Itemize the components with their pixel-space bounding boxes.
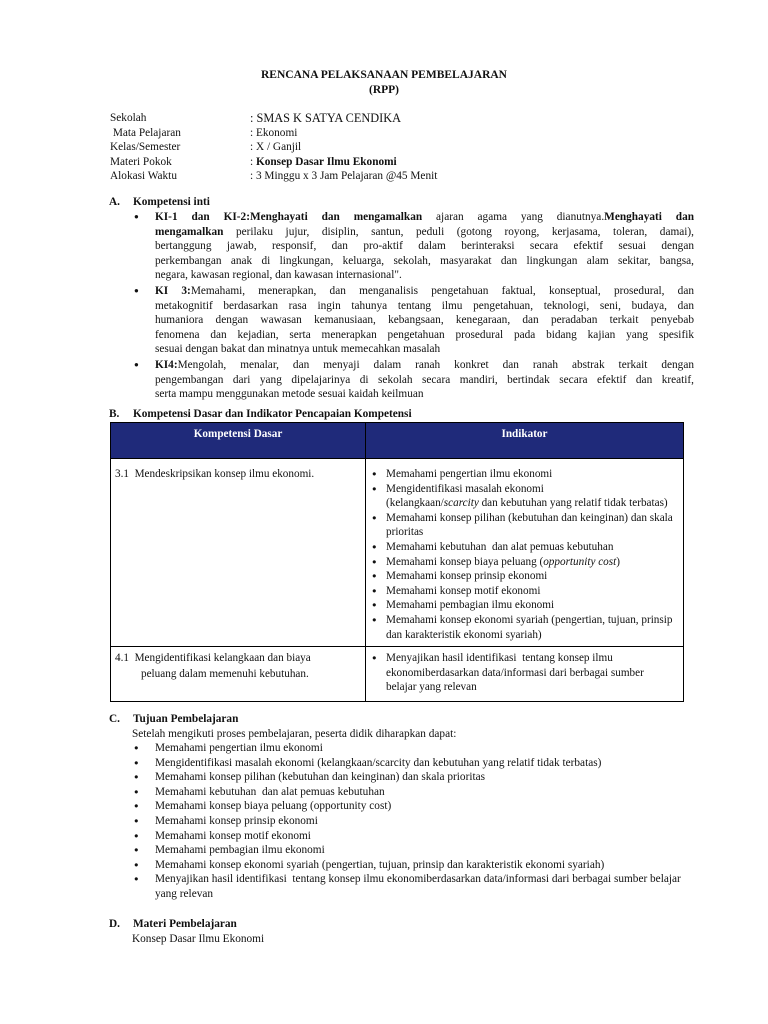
kd-cell [111,459,366,647]
ki1-bold: mengamalkan [155,225,224,238]
tujuan-list [132,741,692,902]
table-row [111,459,684,647]
list-item: ● Memahami konsep biaya peluang (opportunity cost) [132,799,692,814]
list-item: ● Memahami konsep pilihan (kebutuhan dan keinginan) dan skala prioritas [370,511,675,540]
identity-value: : SMAS K SATYA CENDIKA [250,111,402,125]
identity-label: Materi Pokok [110,155,172,168]
identity-label: Alokasi Waktu [110,170,177,183]
kd-text: 3.1 Mendeskripsikan konsep ilmu ekonomi. [115,468,315,480]
indicator-list [370,651,671,695]
kd-cell [111,647,366,702]
ki-line: metakognitif berdasarkan rasa ingin tahunya tentang ilmu pengetahuan, teknologi, seni, budaya, dan [155,299,694,312]
identity-label: Kelas/Semester [110,141,181,154]
ki1-text: perilaku jujur, disiplin, santun, peduli (gotong royong, kerjasama, toleran, damai), [223,225,694,238]
list-item: ● Memahami pengertian ilmu ekonomi [370,467,675,482]
identity-prefix: : [250,155,256,168]
ki3-label: KI 3: [155,284,191,297]
ki1-text: ajaran agama yang dianutnya. [422,211,605,223]
identity-row [110,169,437,184]
document-title: RENCANA PELAKSANAAN PEMBELAJARAN [261,69,507,81]
ki-line: serta mampu menggunakan metode sesuai kaidah keilmuan [155,388,424,401]
ki-item-4 [132,358,694,402]
indicator-italic: opportunity cost [543,555,617,568]
identity-value: : Ekonomi [250,126,298,139]
table-row [111,647,684,702]
identity-value [250,155,397,170]
identity-row [110,140,437,155]
indicator-cell [366,459,684,647]
ki-item-3 [132,284,694,357]
list-item: ● Memahami pembagian ilmu ekonomi [370,598,675,613]
table-header-row [111,423,684,459]
section-letter: C. [109,713,120,725]
identity-row [110,111,437,126]
materi-content: Konsep Dasar Ilmu Ekonomi [132,933,265,945]
list-item: ● Memahami konsep prinsip ekonomi [370,569,675,584]
section-d-heading [109,917,237,932]
section-c-heading [109,712,238,727]
list-item: ● Menyajikan hasil identifikasi tentang konsep ilmu ekonomiberdasarkan data/informasi dari berbagai sumber belajar yang relevan [370,651,671,695]
ki-line: humaniora dengan wawasan kemanusiaan, kebangsaan, kenegaraan, dan peradaban terkait penyebab [155,314,694,327]
ki4-text: Mengolah, menalar, dan menyaji dalam ranah konkret dan ranah abstrak terkait dengan [177,358,694,371]
indicator-text: Mengidentifikasi masalah ekonomi [386,482,544,495]
ki4-label: KI4: [155,358,178,371]
section-title: Tujuan Pembelajaran [133,713,239,725]
tujuan-intro: Setelah mengikuti proses pembelajaran, peserta didik diharapkan dapat: [132,728,457,740]
section-letter: D. [109,918,120,930]
ki-line: pengembangan dari yang dipelajarinya di sekolah secara mandiri, bertindak secara efektif dan kreatif, [155,373,694,386]
list-item: ● Memahami konsep pilihan (kebutuhan dan keinginan) dan skala prioritas [132,770,692,785]
ki-line: negara, kawasan regional, dan kawasan internasional". [155,269,402,282]
identity-value: : 3 Minggu x 3 Jam Pelajaran @45 Menit [250,170,438,183]
ki1-label: KI-1 dan KI-2:Menghayati dan mengamalkan [155,211,423,223]
section-title: Materi Pembelajaran [133,918,237,930]
indicator-cell [366,647,684,702]
kd-indicator-table [110,422,684,702]
list-item: ● Menyajikan hasil identifikasi tentang konsep ilmu ekonomiberdasarkan data/informasi dari berbagai sumber belajar yang relevan [132,872,692,901]
ki-line: perkembangan anak di lingkungan, keluarga, sekolah, masyarakat dan lingkungan alam sekitar, bangsa, [155,254,694,267]
list-item [370,482,675,511]
section-a-heading [109,195,210,210]
ki3-text: Memahami, menerapkan, dan menganalisis pengetahuan faktual, konseptual, prosedural, dan [190,284,694,297]
ki-line: fenomena dan kejadian, serta menerapkan pengetahuan prosedural pada bidang kajian yang spesifik [155,328,694,341]
list-item: ● Memahami konsep motif ekonomi [370,584,675,599]
identity-row [110,126,437,141]
indicator-text: (kelangkaan/ [386,497,444,510]
identity-block [110,111,437,184]
materi-pokok-value: Konsep Dasar Ilmu Ekonomi [255,155,397,168]
section-title: Kompetensi Dasar dan Indikator Pencapaian Kompetensi [133,408,412,420]
identity-label: Mata Pelajaran [110,126,181,139]
list-item: ● Memahami konsep ekonomi syariah (pengertian, tujuan, prinsip dan karakteristik ekonomi syariah) [132,858,692,873]
identity-row [110,155,437,170]
list-item: ● Memahami konsep motif ekonomi [132,829,692,844]
ki-list [132,210,694,402]
list-item: ● Memahami pengertian ilmu ekonomi [132,741,692,756]
indicator-list [370,467,675,642]
column-header-indicator: Indikator [366,423,684,459]
identity-label: Sekolah [110,112,147,124]
section-letter: B. [109,408,120,420]
document-subtitle: (RPP) [368,84,399,96]
ki-line [155,358,694,373]
ki1-bold: Menghayati dan [604,211,695,223]
kd-text: peluang dalam memenuhi kebutuhan. [141,667,309,680]
section-title: Kompetensi inti [133,196,210,208]
list-item: ● Memahami konsep prinsip ekonomi [132,814,692,829]
ki-line [155,284,694,299]
ki-line: bertanggung jawab, responsif, dan pro-aktif dalam berinteraksi secara efektif sesuai dengan [155,240,694,253]
ki-line: sesuai dengan bakat dan minatnya untuk memecahkan masalah [155,343,441,356]
list-item: ● Memahami kebutuhan dan alat pemuas kebutuhan [370,540,675,555]
list-item: ● Memahami kebutuhan dan alat pemuas kebutuhan [132,785,692,800]
list-item [370,555,675,570]
ki-line [155,210,694,225]
ki-item-1 [132,210,694,283]
indicator-text: Memahami konsep biaya peluang ( [386,555,544,568]
list-item: ● Memahami konsep ekonomi syariah (pengertian, tujuan, prinsip dan karakteristik ekonomi syariah) [370,613,675,642]
identity-value: : X / Ganjil [250,141,302,154]
ki-line [155,225,694,240]
section-letter: A. [109,196,120,208]
list-item: ● Mengidentifikasi masalah ekonomi (kelangkaan/scarcity dan kebutuhan yang relatif tidak terbatas) [132,756,692,771]
indicator-text: dan kebutuhan yang relatif tidak terbatas) [478,497,668,510]
column-header-kd: Kompetensi Dasar [111,423,366,459]
list-item: ● Memahami pembagian ilmu ekonomi [132,843,692,858]
kd-text: 4.1 Mengidentifikasi kelangkaan dan biaya [115,652,311,665]
indicator-italic: scarcity [443,497,479,510]
indicator-text: ) [616,555,620,568]
section-b-heading [109,407,412,422]
